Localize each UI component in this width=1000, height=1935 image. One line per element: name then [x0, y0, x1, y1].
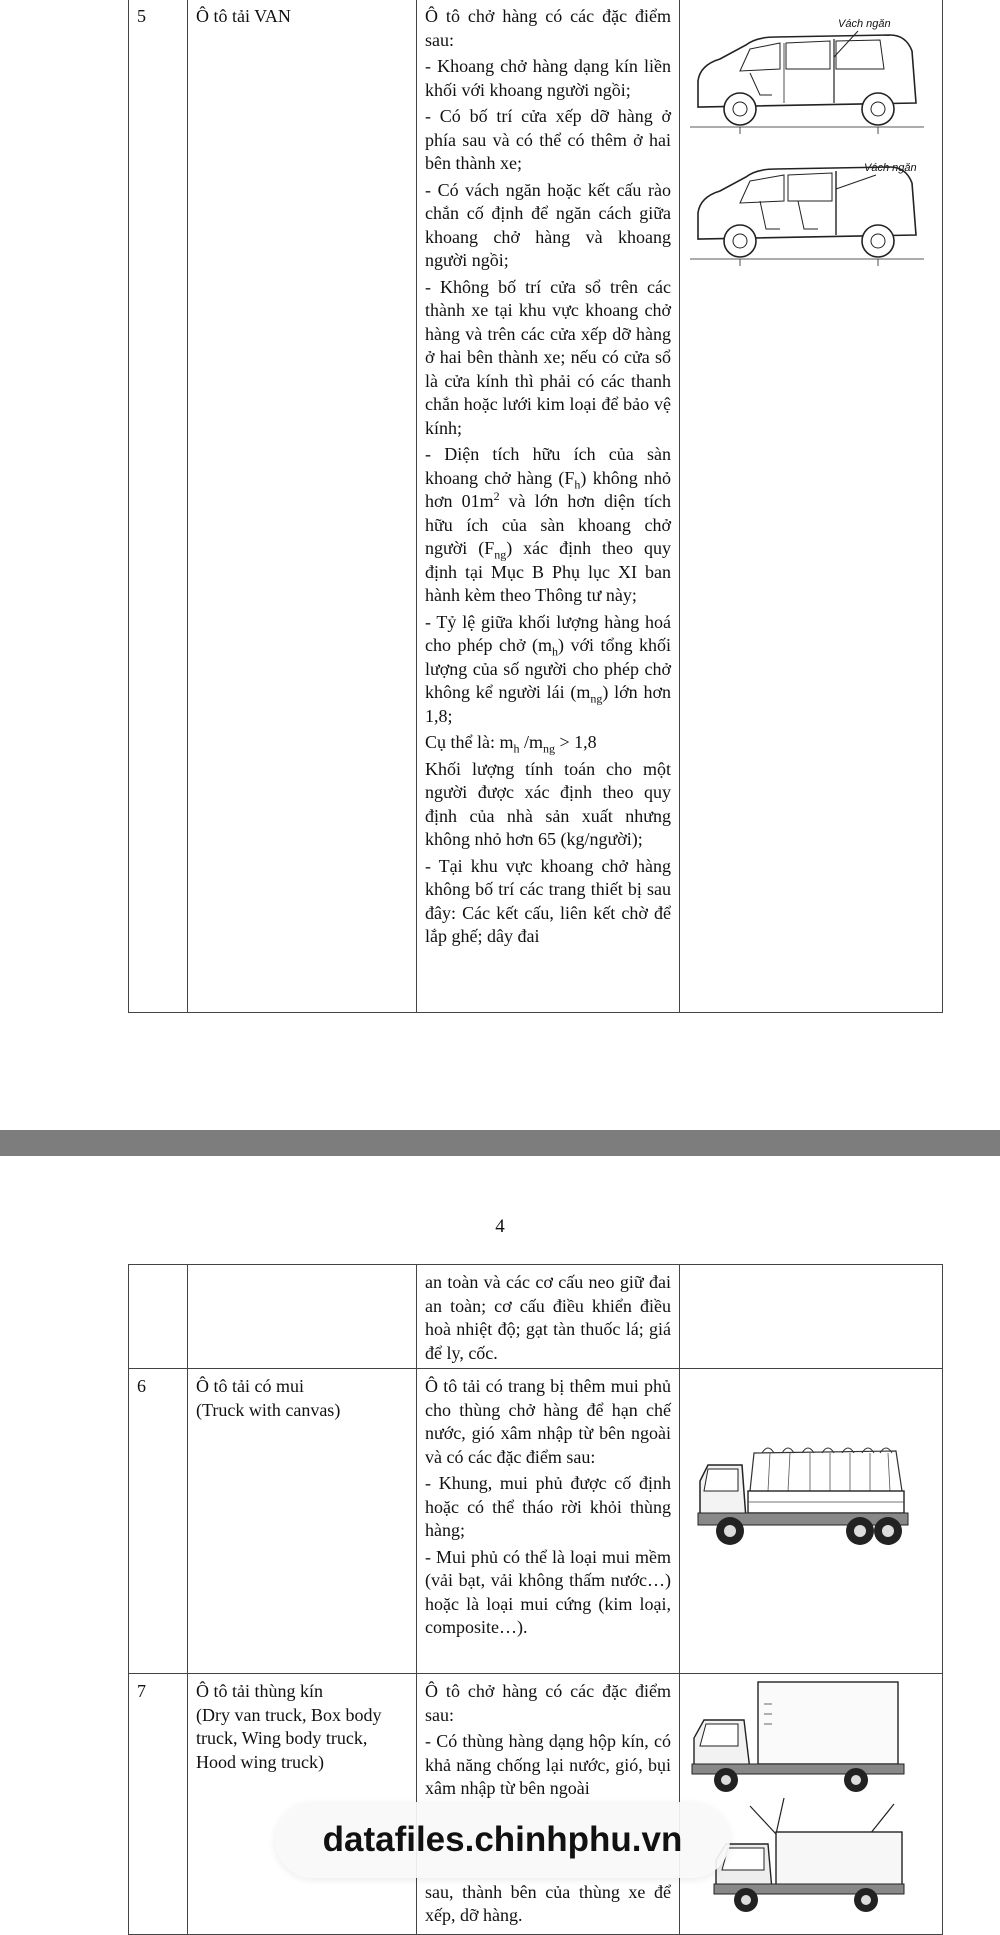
canvas-truck-illustration [680, 1369, 942, 1669]
list-item-ratio: - Tỷ lệ giữa khối lượng hàng hoá cho phép chở $(m_h)$ với tổng khối lượng của số người cho phép chở không kể người lái $(m_{ng})$ lớn hơn 1,8; [425, 611, 671, 726]
row-number-cell [129, 0, 188, 1013]
description [417, 0, 679, 949]
continuation-text: an toàn và các cơ cấu neo giữ đai an toàn; cơ cấu điều khiển điều hoà nhiệt độ; gạt tàn thuốc lá; giá để ly, cốc. [425, 1272, 671, 1363]
illustration-cell [680, 1369, 943, 1674]
watermark-text: datafiles.chinhphu.vn [322, 1820, 683, 1859]
vehicle-name: Ô tô tải có mui [196, 1376, 304, 1396]
page-separator [0, 1130, 1000, 1156]
mass-note: Khối lượng tính toán cho một người được xác định theo quy định của nhà sản xuất nhưng không nhỏ hơn 65 (kg/người); [425, 758, 671, 849]
row-number: 5 [137, 6, 146, 26]
table-row [129, 0, 943, 1013]
vehicle-name-english: (Dry van truck, Box body truck, Wing body truck, Hood wing truck) [196, 1704, 382, 1772]
illustration-cell [680, 0, 943, 1013]
vehicle-name: Ô tô tải VAN [196, 6, 291, 26]
vehicle-name-english: (Truck with canvas) [196, 1399, 341, 1420]
formula: Cụ thể là: $m_h$ $/m_{ng} > 1,8$ [425, 732, 597, 756]
partition-label: Vách ngăn [864, 162, 917, 174]
list-item: - Không bố trí cửa sổ trên các thành xe tại khu vực khoang chở hàng và trên các cửa xếp dỡ hàng ở hai bên thành xe; nếu có cửa sổ là cửa kính thì phải có các thanh chắn hoặc lưới kim loại để bảo vệ kính; [425, 276, 671, 438]
illustration-cell [680, 1674, 943, 1935]
description-cell [417, 1369, 680, 1674]
list-item-area: - Diện tích hữu ích của sàn khoang chở hàng $(F_h)$ không nhỏ hơn $01m^2$ và lớn hơn diện tích hữu ích của sàn khoang chở người $(F_{ng})$ xác định theo quy định tại Mục B Phụ lục XI ban hành kèm theo Thông tư này; [425, 444, 672, 605]
description-tail: sau, thành bên của thùng xe để xếp, dỡ hàng. [425, 1881, 671, 1925]
list-item: - Có thùng hàng dạng hộp kín, có khả năng chống lại nước, gió, bụi xâm nhập từ bên ngoài [425, 1731, 671, 1798]
description-intro: Ô tô tải có trang bị thêm mui phủ cho thùng chở hàng để hạn chế nước, gió xâm nhập từ bên ngoài và có các đặc điểm sau: [425, 1376, 671, 1467]
row-number: 7 [137, 1681, 146, 1701]
description-cell [417, 1265, 680, 1369]
list-item: - Khoang chở hàng dạng kín liền khối với khoang người ngồi; [425, 56, 671, 100]
vehicle-type-table [128, 0, 943, 1013]
van-illustration-2 [680, 139, 942, 269]
source-watermark [275, 1802, 730, 1878]
list-item: - Có bố trí cửa xếp dỡ hàng ở phía sau và có thể có thêm ở hai bên thành xe; [425, 106, 671, 173]
table-row [129, 1369, 943, 1674]
partition-label: Vách ngăn [838, 18, 891, 30]
table-row [129, 1265, 943, 1369]
list-item: - Tại khu vực khoang chở hàng không bố trí các trang thiết bị sau đây: Các kết cấu, liên kết chờ để lắp ghế; dây đai [425, 855, 671, 946]
page-number: 4 [495, 1216, 505, 1237]
box-truck-illustration [680, 1674, 942, 1934]
list-item: - Mui phủ có thể là loại mui mềm (vải bạt, vải không thấm nước…) hoặc là loại mui cứng (kim loại, composite…). [425, 1546, 671, 1637]
list-item: - Có vách ngăn hoặc kết cấu rào chắn cố định để ngăn cách giữa khoang chở hàng và khoang người ngồi; [425, 179, 671, 270]
document-page-2 [0, 1156, 1000, 1925]
list-item: - Khung, mui phủ được cố định hoặc có thể tháo rời khỏi thùng hàng; [425, 1473, 671, 1540]
description-intro: Ô tô chở hàng có các đặc điểm sau: [425, 6, 671, 50]
vehicle-name-cell [188, 0, 417, 1013]
description-intro: Ô tô chở hàng có các đặc điểm sau: [425, 1681, 671, 1725]
description-cell [417, 0, 680, 1013]
vehicle-name: Ô tô tải thùng kín [196, 1681, 323, 1701]
row-number: 6 [137, 1376, 146, 1396]
van-illustration-1 [680, 0, 942, 139]
